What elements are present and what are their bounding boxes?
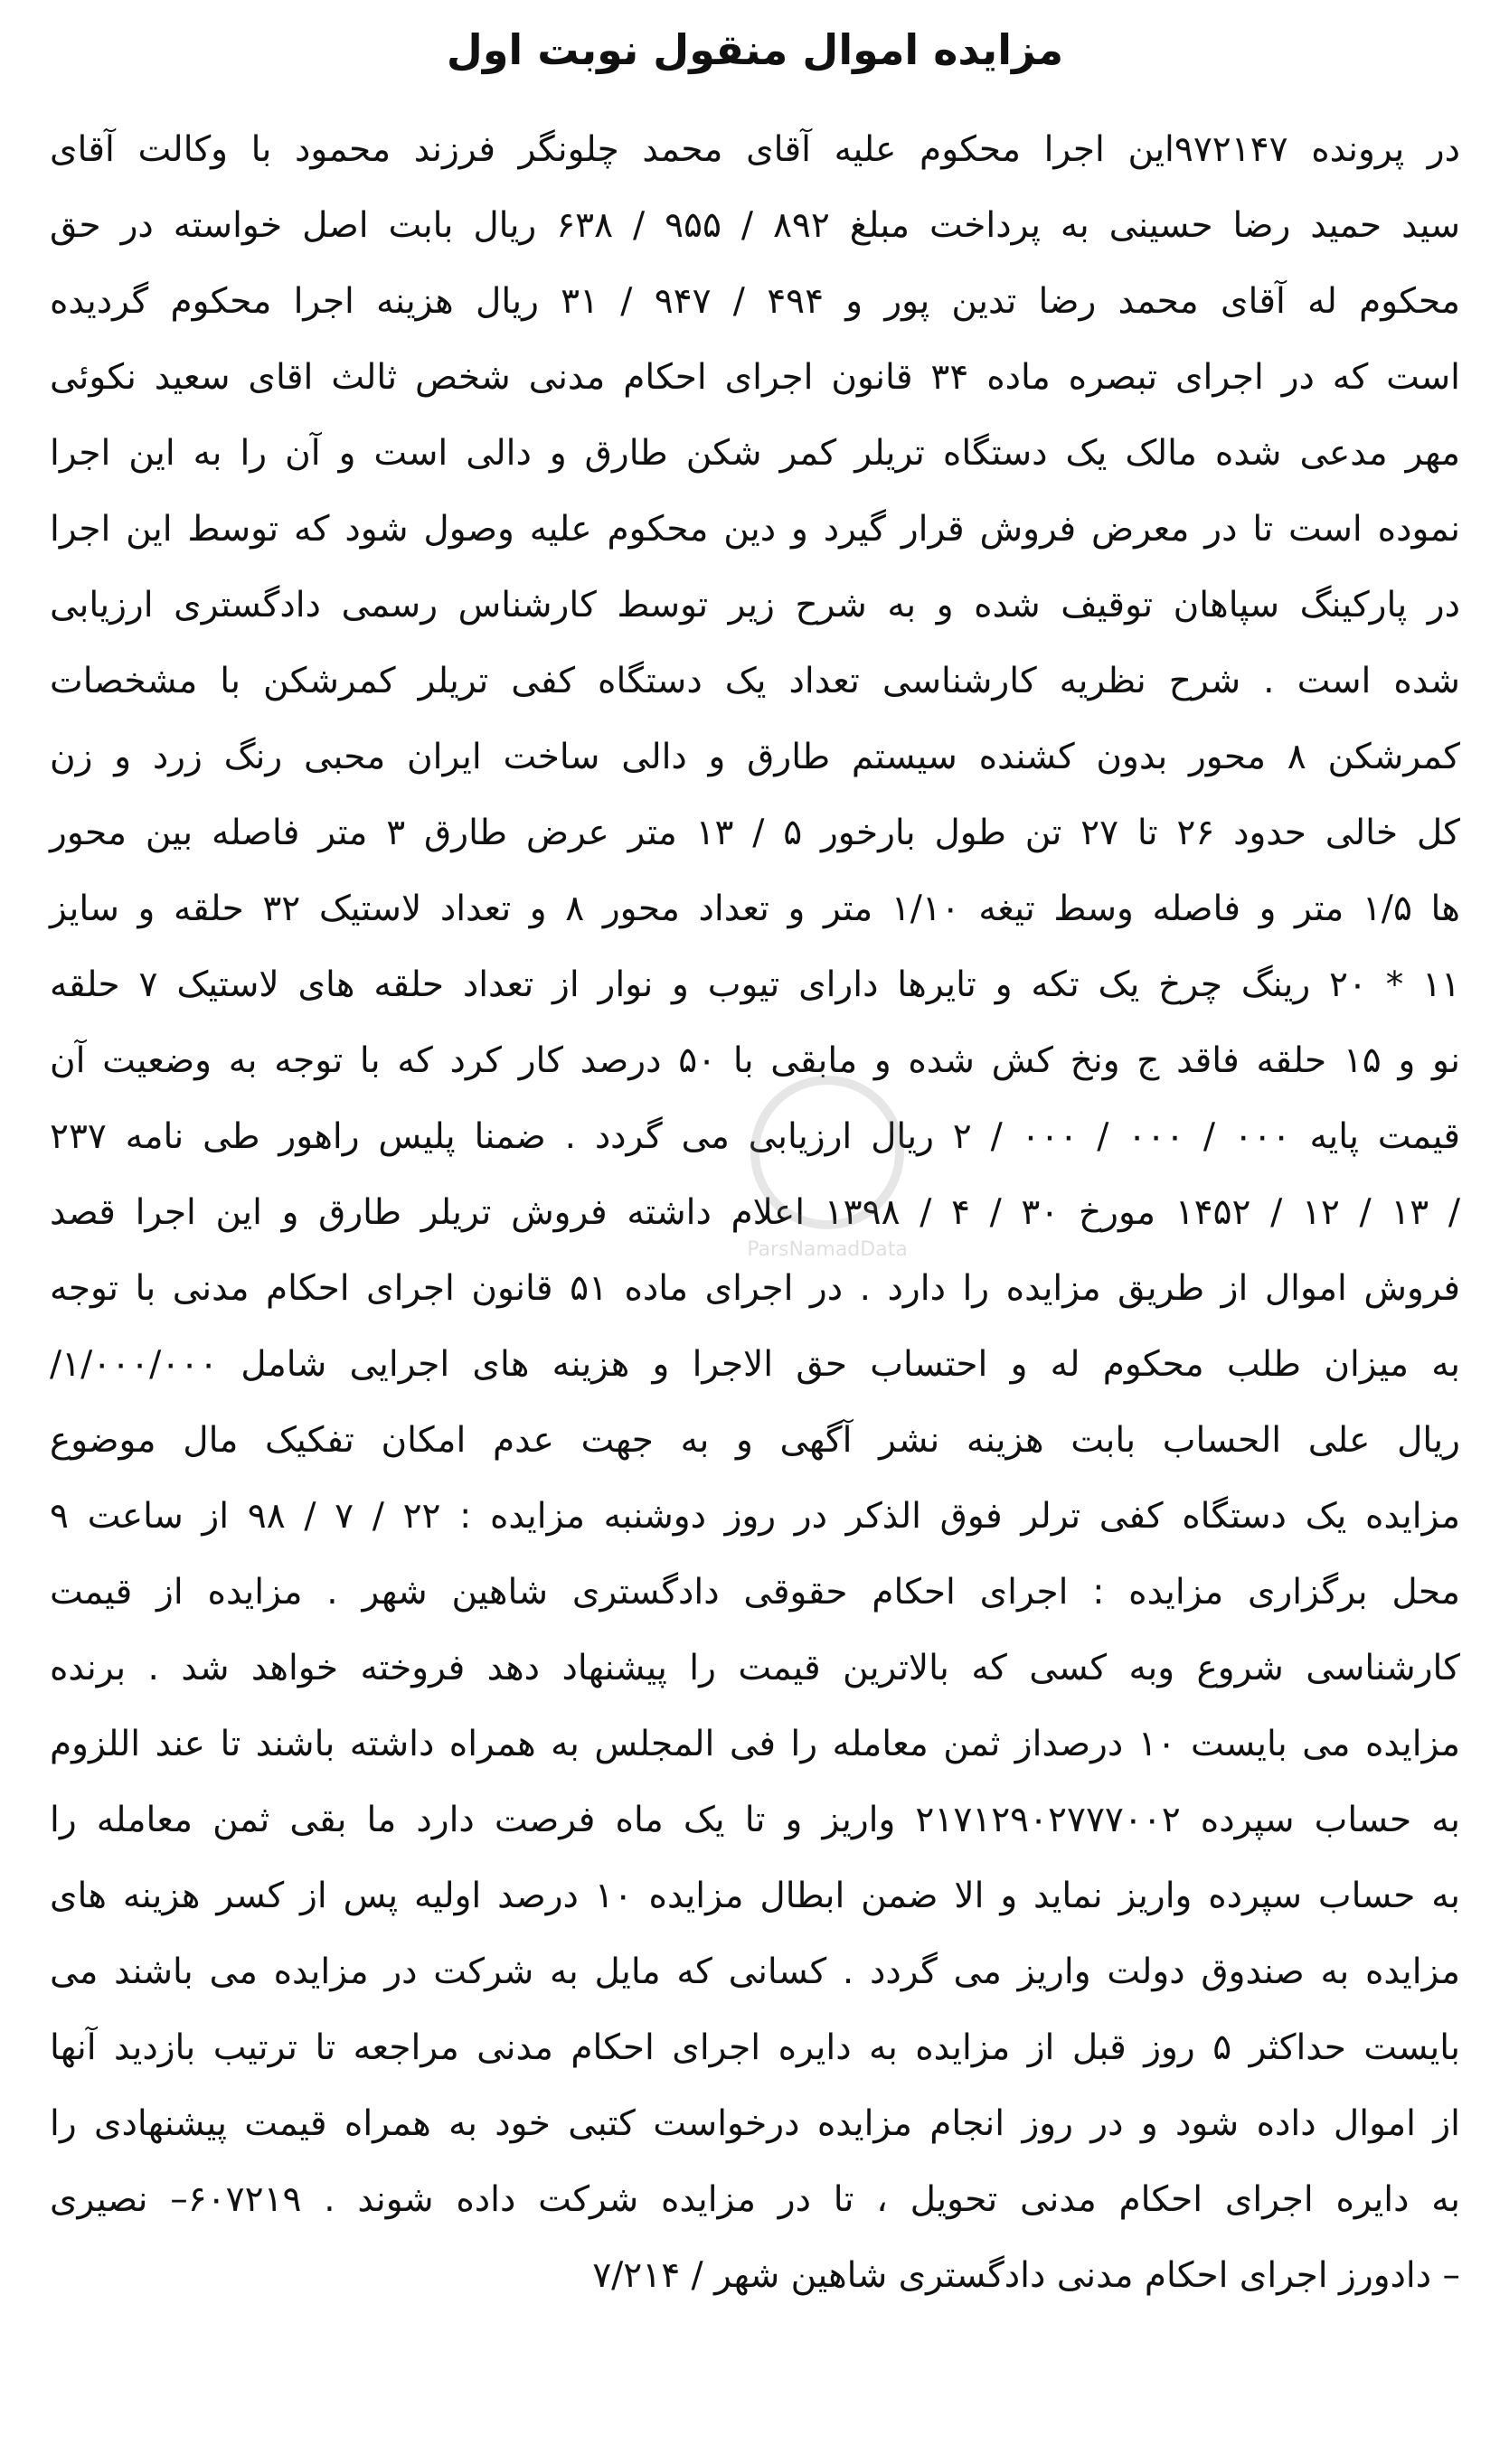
notice-line: – دادورز اجرای احکام مدنی دادگستری شاهین شهر / ۷/۲۱۴ [592, 2255, 1460, 2296]
notice-line: به میزان طلب محکوم له و احتساب حق الاجرا و هزینه های اجرایی شامل ۱/۰۰۰/۰۰۰/ [50, 1344, 1460, 1385]
notice-line: کل خالی حدود ۲۶ تا ۲۷ تن طول بارخور ۵ / ۱۳ متر عرض طارق ۳ متر فاصله بین محور [50, 813, 1460, 853]
notice-line: به حساب سپرده ۲۱۷۱۲۹۰۲۷۷۷۰۰۲ واریز و تا یک ماه فرصت دارد ما بقی ثمن معامله را [50, 1800, 1460, 1840]
notice-line: فروش اموال از طریق مزایده را دارد . در اجرای ماده ۵۱ قانون اجرای احکام مدنی با توجه [50, 1268, 1460, 1309]
notice-line: محکوم له آقای محمد رضا تدین پور و ۴۹۴ / ۹۴۷ / ۳۱ ریال هزینه اجرا محکوم گردیده [50, 281, 1461, 322]
notice-page [50, 0, 1460, 2464]
notice-line: مزایده یک دستگاه کفی ترلر فوق الذکر در روز دوشنبه مزایده : ۲۲ / ۷ / ۹۸ از ساعت ۹ [50, 1496, 1461, 1537]
notice-line: در پرونده ۹۷۲۱۴۷این اجرا محکوم علیه آقای محمد چلونگر فرزند محمود با وکالت آقای [50, 129, 1460, 170]
notice-line: در پارکینگ سپاهان توقیف شده و به شرح زیر توسط کارشناس رسمی دادگستری ارزیابی [50, 585, 1460, 625]
watermark-text: ParsNamadData [747, 1238, 908, 1261]
notice-line: است که در اجرای تبصره ماده ۳۴ قانون اجرای احکام مدنی شخص ثالث اقای سعید نکوئی [50, 357, 1460, 398]
notice-line: / ۱۳ / ۱۲ / ۱۴۵۲ مورخ ۳۰ / ۴ / ۱۳۹۸ اعلام داشته فروش تریلر طارق و این اجرا قصد [50, 1192, 1461, 1233]
notice-body [50, 112, 1460, 2314]
notice-line: به دایره اجرای احکام مدنی تحویل ، تا در مزایده شرکت داده شوند . ۶۰۷۲۱۹– نصیری [50, 2179, 1460, 2220]
notice-line: نو و ۱۵ حلقه فاقد ج ونخ کش شده و مابقی با ۵۰ درصد کار کرد که با توجه به وضعیت آن [50, 1040, 1460, 1081]
notice-line: نموده است تا در معرض فروش قرار گیرد و دین محکوم علیه وصول شود که توسط این اجرا [50, 509, 1460, 550]
notice-line: سید حمید رضا حسینی به پرداخت مبلغ ۸۹۲ / ۹۵۵ / ۶۳۸ ریال بابت اصل خواسته در حق [50, 205, 1461, 246]
notice-title: مزایده اموال منقول نوبت اول [446, 25, 1064, 74]
notice-line: بایست حداکثر ۵ روز قبل از مزایده به دایره اجرای احکام مدنی مراجعه تا ترتیب بازدید آنها [50, 2027, 1460, 2068]
notice-line: کارشناسی شروع وبه کسی که بالاترین قیمت را پیشنهاد دهد فروخته خواهد شد . برنده [50, 1648, 1460, 1688]
notice-line: مزایده می بایست ۱۰ درصداز ثمن معامله را فی المجلس به همراه داشته باشند تا عند اللزوم [50, 1724, 1460, 1764]
notice-line: قیمت پایه ۰۰۰ / ۰۰۰ / ۰۰۰ / ۲ ریال ارزیابی می گردد . ضمنا پلیس راهور طی نامه ۲۳۷ [50, 1116, 1461, 1157]
notice-line: محل برگزاری مزایده : اجرای احکام حقوقی دادگستری شاهین شهر . مزایده از قیمت [50, 1572, 1460, 1613]
notice-line: ریال علی الحساب بابت هزینه نشر آگهی و به جهت عدم امکان تفکیک مال موضوع [50, 1420, 1460, 1461]
notice-line: مزایده به صندوق دولت واریز می گردد . کسانی که مایل به شرکت در مزایده می باشند می [50, 1951, 1460, 1992]
notice-line: به حساب سپرده واریز نماید و الا ضمن ابطال مزایده ۱۰ درصد اولیه پس از کسر هزینه های [50, 1876, 1460, 1916]
notice-line: مهر مدعی شده مالک یک دستگاه تریلر کمر شکن طارق و دالی است و آن را به این اجرا [50, 433, 1460, 474]
notice-line: شده است . شرح نظریه کارشناسی تعداد یک دستگاه کفی تریلر کمرشکن با مشخصات [50, 661, 1460, 701]
notice-line: ها ۱/۵ متر و فاصله وسط تیغه ۱/۱۰ متر و تعداد محور ۸ و تعداد لاستیک ۳۲ حلقه و سایز [50, 889, 1460, 929]
notice-line: از اموال داده شود و در روز انجام مزایده درخواست کتبی خود به همراه قیمت پیشنهادی را [50, 2103, 1460, 2144]
notice-line: ۱۱ * ۲۰ رینگ چرخ یک تکه و تایرها دارای تیوب و نوار از تعداد حلقه های لاستیک ۷ حلقه [50, 964, 1461, 1005]
notice-line: کمرشکن ۸ محور بدون کشنده سیستم طارق و دالی ساخت ایران محبی رنگ زرد و زن [50, 737, 1460, 777]
